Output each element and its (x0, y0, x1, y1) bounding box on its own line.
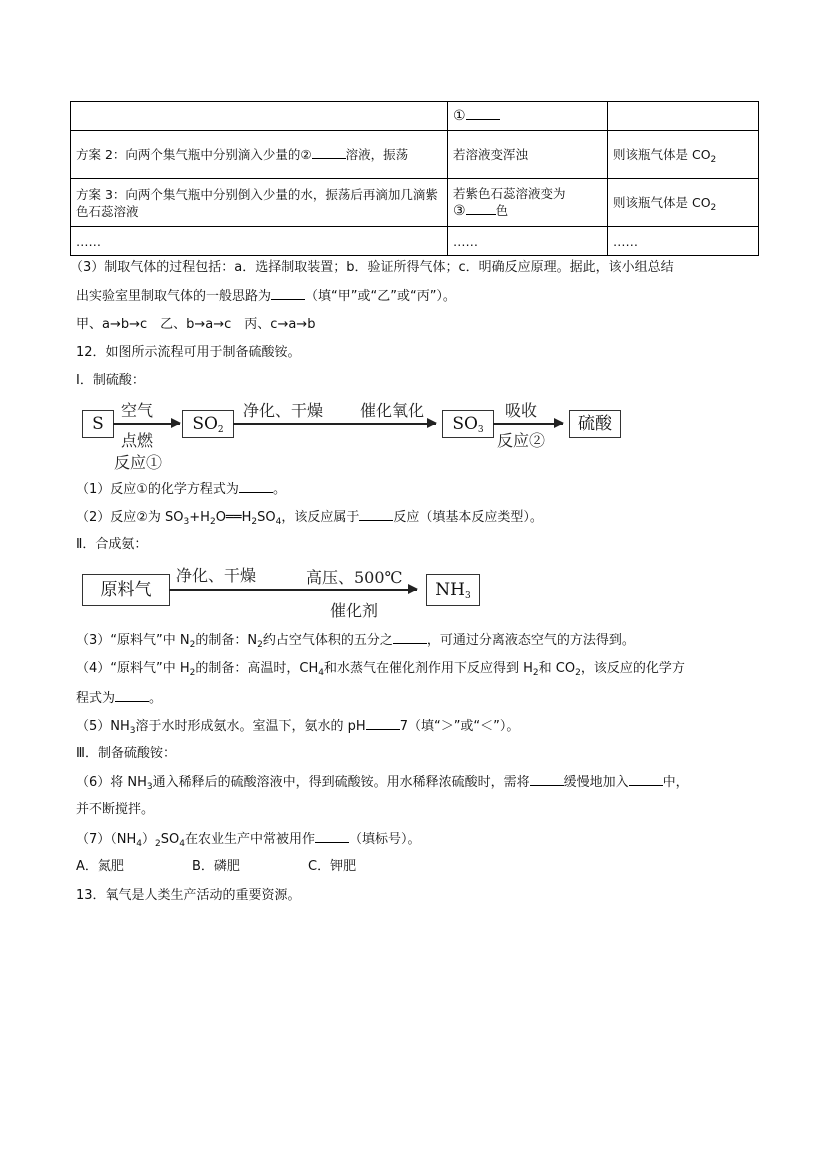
flow-label: 空气 (121, 401, 154, 420)
answer-blank[interactable] (629, 773, 663, 786)
flow-label: 催化氧化 (360, 401, 425, 420)
answer-blank[interactable] (466, 107, 500, 120)
q3-options: 甲、a→b→c 乙、b→a→c 丙、c→a→b (76, 317, 316, 332)
flow-arrow (169, 589, 417, 591)
flow-label: 反应② (497, 431, 546, 450)
experiment-table (70, 101, 759, 256)
answer-blank[interactable] (530, 773, 564, 786)
q7: $(7)(NH_4)_2SO_4$在农业生产中常被用作 （填标号）。 (76, 832, 421, 849)
table-cell: 若紫色石蕊溶液变为 ③ 色 (448, 179, 608, 227)
table-cell: …… (448, 227, 608, 256)
q4-line2: 程式为 。 (76, 691, 163, 706)
flow-arrow (113, 423, 180, 425)
section-title: Ⅰ．制硫酸： (76, 373, 145, 388)
q6-line1: （6）将 $NH_3$通入稀释后的硫酸溶液中，得到硫酸铵。用水稀释浓硫酸时，需将 缓慢地加入 中， (76, 775, 689, 792)
flow-label: 高压、500℃ (306, 568, 403, 587)
table-cell: 则该瓶气体是 $CO_2$ (608, 131, 759, 179)
answer-blank[interactable] (312, 146, 346, 159)
flow-label: 催化剂 (330, 601, 379, 620)
q4-line1: （4）“原料气”中 $H_2$的制备：高温时，$CH_4$和水蒸气在催化剂作用下反应得到 $H_2$和 $CO_2$，该反应的化学方 (76, 661, 685, 678)
table-row (71, 131, 759, 179)
flow-label: 净化、干燥 (243, 401, 324, 420)
flow-label: 点燃 (121, 431, 154, 450)
table-row (71, 227, 759, 256)
flow-label: 吸收 (505, 401, 538, 420)
table-cell: 方案 2：向两个集气瓶中分别滴入少量的② 溶液，振荡 (71, 131, 448, 179)
flow-box-product: 硫酸 (569, 410, 621, 438)
table-cell: ① (448, 102, 608, 131)
answer-blank[interactable] (366, 717, 400, 730)
answer-blank[interactable] (315, 830, 349, 843)
flow-arrow (493, 423, 563, 425)
q6-line2: 并不断搅拌。 (76, 802, 155, 817)
flow-arrow (233, 423, 436, 425)
answer-blank[interactable] (466, 202, 496, 215)
table-cell (71, 102, 448, 131)
table-cell: 则该瓶气体是 $CO_2$ (608, 179, 759, 227)
q12-title: 12．如图所示流程可用于制备硫酸铵。 (76, 345, 301, 360)
table-cell: 方案 3：向两个集气瓶中分别倒入少量的水，振荡后再滴加几滴紫色石蕊溶液 (71, 179, 448, 227)
table-cell: …… (71, 227, 448, 256)
q7-option-c[interactable]: C．钾肥 (308, 859, 357, 874)
flow-box-s: S (82, 410, 114, 438)
answer-blank[interactable] (239, 480, 273, 493)
flow-box-nh3: $NH_3$ (426, 574, 480, 606)
q3b: （3）“原料气”中 $N_2$的制备：$N_2$约占空气体积的五分之 ，可通过分离液态空气的方法得到。 (76, 633, 635, 650)
answer-blank[interactable] (271, 287, 305, 300)
q1: （1）反应①的化学方程式为 。 (76, 482, 286, 497)
flow-box-raw: 原料气 (82, 574, 170, 606)
q13-title: 13．氧气是人类生产活动的重要资源。 (76, 888, 301, 903)
section-title: Ⅲ．制备硫酸铵： (76, 746, 176, 761)
flow-label: 反应① (114, 453, 163, 472)
q3-line1: （3）制取气体的过程包括：a．选择制取装置；b．验证所得气体；c．明确反应原理。据此，该小组总结 (70, 260, 674, 275)
answer-blank[interactable] (115, 689, 149, 702)
q3-line2: 出实验室里制取气体的一般思路为 （填“甲”或“乙”或“丙”）。 (76, 289, 456, 304)
answer-blank[interactable] (393, 631, 427, 644)
table-cell (608, 102, 759, 131)
flow-box-so2: $SO_2$ (182, 410, 234, 438)
table-cell: 若溶液变浑浊 (448, 131, 608, 179)
section-title: Ⅱ．合成氨： (76, 537, 148, 552)
flow-box-so3: $SO_3$ (442, 410, 494, 438)
q7-option-b[interactable]: B．磷肥 (192, 859, 240, 874)
flow-label: 净化、干燥 (176, 566, 257, 585)
q7-option-a[interactable]: A．氮肥 (76, 859, 124, 874)
table-cell: …… (608, 227, 759, 256)
table-row (71, 102, 759, 131)
table-row (71, 179, 759, 227)
q5: $(5)NH_3$溶于水时形成氨水。室温下，氨水的 pH 7（填“＞”或“＜”）。 (76, 719, 520, 736)
q2: （2）反应②为 $SO_3+H_2O══H_2SO_4$，该反应属于 反应（填基本反应类型）。 (76, 510, 543, 527)
answer-blank[interactable] (359, 508, 393, 521)
